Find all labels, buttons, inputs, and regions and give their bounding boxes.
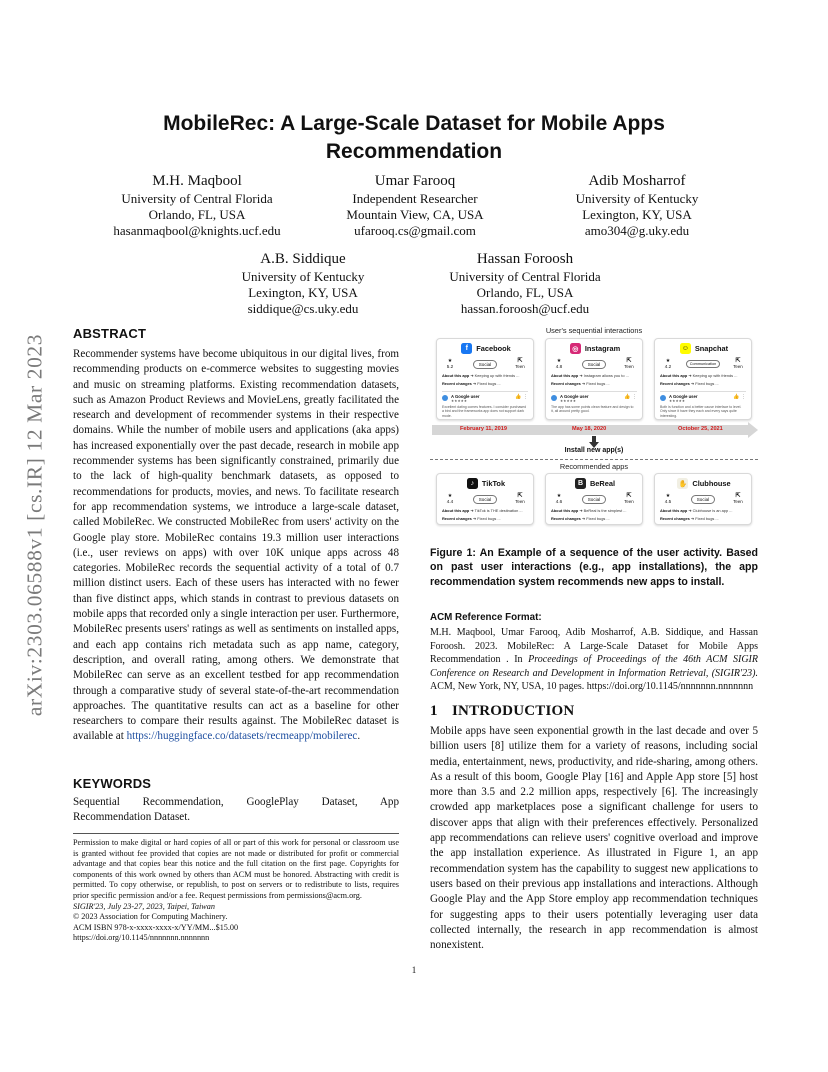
teen-badge: ⇱ Teen (733, 493, 743, 504)
facebook-icon: f (461, 343, 472, 354)
teen-badge: ⇱ Teen (515, 493, 525, 504)
author-affiliation: University of Central Florida (449, 269, 601, 284)
app-card-clubhouse: ✋ Clubhouse ★ 4.5 Social ⇱ Teen About this app ➜ Clubhouse is an app ... Recent changes ➜ Fixed bugs ... (654, 473, 752, 525)
author-block (420, 250, 630, 317)
author-location: Orlando, FL, USA (148, 207, 246, 222)
avatar (660, 395, 666, 401)
figure-divider (430, 459, 758, 460)
clubhouse-icon: ✋ (677, 478, 688, 489)
introduction-text: Mobile apps have seen exponential growth in the last decade and over 5 billion users [8] utilize them for a variety of reasons, including social media, entertainment, news, productivity, and ride-sharing, among others. As a result of this boom, Google Play [16] and Apple App store [5] host more than 3.5 and 2.2 million apps, respectively [6]. The increasingly crowded app marketplaces pose a significant challenge for users to discover apps that align with their preferences effectively. Personalized app recommendations can relieve users' cognitive overload and improve the app installation experience. As illustrated in Figure 1, an app recommendation system has the capability to suggest new applications to users based on their previous app installations and interactions. Although Google Play and the App Store employ app recommendation techniques for suggesting apps to their users potentially leveraging user data collected internally, the research in app recommendation is almost nonexistent. (430, 725, 758, 952)
changes-line: Recent changes ➜ Fixed bugs ... (551, 516, 610, 521)
author-affiliation: University of Central Florida (121, 191, 273, 206)
teen-badge: ⇱ Teen (624, 493, 634, 504)
figure-caption: Figure 1: An Example of a sequence of the user activity. Based on past user interactions (e.g., app installations), the app recommendation system recommends new apps to install. (430, 547, 758, 588)
author-location: Lexington, KY, USA (582, 207, 692, 222)
author-block (92, 172, 302, 239)
rating-badge: ★ 4.8 (555, 358, 563, 369)
copyright-line: © 2023 Association for Computing Machinery. (73, 912, 228, 922)
install-label: Install new app(s) (564, 447, 624, 454)
app-card-bereal: B BeReal ★ 4.6 Social ⇱ Teen About this app ➜ BeReal is the simplest ... Recent changes ➜ Fixed bugs ... (545, 473, 643, 525)
author-name: M.H. Maqbool (152, 173, 242, 189)
author-name: Hassan Foroosh (476, 251, 574, 267)
author-email: amo304@g.uky.edu (584, 223, 690, 238)
timeline-arrow (430, 425, 758, 435)
conference-line: SIGIR'23, July 23-27, 2023, Taipei, Taiwan (73, 901, 215, 911)
author-email: hassan.foroosh@ucf.edu (460, 301, 590, 316)
rating-badge: ★ 4.5 (664, 493, 672, 504)
rating-badge: ★ 5.2 (446, 358, 454, 369)
author-location: Lexington, KY, USA (248, 285, 358, 300)
paper-title: MobileRec: A Large-Scale Dataset for Mobile Apps Recommendation (163, 112, 665, 163)
figure-top-label: User's sequential interactions (545, 326, 643, 335)
author-name: A.B. Siddique (260, 251, 346, 267)
category-pill: Social (691, 495, 716, 504)
teen-badge: ⇱ Teen (733, 358, 743, 369)
author-location: Orlando, FL, USA (476, 285, 574, 300)
about-line: About this app ➜ Clubhouse is an app ... (660, 508, 733, 513)
about-line: About this app ➜ Instagram allows you to ... (551, 373, 629, 378)
category-pill: Communication (686, 360, 720, 368)
changes-line: Recent changes ➜ Fixed bugs ... (660, 516, 719, 521)
footnote-rule (73, 833, 399, 834)
review: A Google user ★★★★★ 👍 ⋮ The app has some points clean feature and design to it, all around pretty good. (551, 391, 637, 417)
about-line: About this app ➜ Keeping up with friends ... (442, 373, 520, 378)
author-block (310, 172, 520, 239)
author-name: Umar Farooq (374, 173, 456, 189)
author-block (198, 250, 408, 317)
author-name: Adib Mosharrof (588, 173, 686, 189)
timeline-date: May 18, 2020 (572, 426, 607, 432)
permission-notice: Permission to make digital or hard copies of all or part of this work for personal or classroom use is granted without fee provided that copies are not made or distributed for profit or commercial advantage and that copies bear this notice and the full citation on the first page. Copyrights for components of this work owned by others than ACM must be honored. Abstracting with credit is permitted. To copy otherwise, or republish, to post on servers or to redistribute to lists, requires prior specific permission and/or a fee. Request permissions from permissions@acm.org. SIGIR'23, July 23-27, 2023, Taipei, Taiwan © 2023 Association for Computing Machinery. ACM ISBN 978-x-xxxx-xxxx-x/YY/MM...$15.00 https://doi.org/10.1145/nnnnnnn.nnnnnnn (73, 838, 399, 943)
author-location: Mountain View, CA, USA (346, 207, 484, 222)
more-icon: 👍 ⋮ (733, 394, 746, 400)
review: A Google user ★★★★★ 👍 ⋮ Both is function and a better cause interface to level. Only since it have they each and every says quite interesting. (660, 391, 746, 417)
keywords-text: Sequential Recommendation, GooglePlay Dataset, App Recommendation Dataset. (73, 796, 399, 824)
app-card-facebook: f Facebook ★ 5.2 Social ⇱ Teen About this app ➜ Keeping up with friends ... Recent changes ➜ Fixed bugs ... A Google user ★★★★★ 👍 ⋮ Excellent dating comes features. I consider purchased a bird and the frameworks app does not support dark mode. (436, 338, 534, 420)
category-pill: Social (582, 495, 607, 504)
instagram-icon: ◎ (570, 343, 581, 354)
page-number: 1 (411, 965, 417, 975)
star-rating-icon: ★★★★★ (451, 399, 468, 403)
author-email: siddique@cs.uky.edu (247, 301, 359, 316)
arxiv-stamp: arXiv:2303.06588v1 [cs.IR] 12 Mar 2023 (22, 333, 47, 716)
app-card-tiktok: ♪ TikTok ★ 4.4 Social ⇱ Teen About this app ➜ TikTok is THE destination ... Recent changes ➜ Fixed bugs ... (436, 473, 534, 525)
app-card-instagram: ◎ Instagram ★ 4.8 Social ⇱ Teen About this app ➜ Instagram allows you to ... Recent changes ➜ Fixed bugs ... A Google user ★★★★★ 👍 ⋮ The app has some points clean feature and design to it, all around pretty good. (545, 338, 643, 420)
category-pill: Social (473, 360, 498, 369)
rating-badge: ★ 4.2 (664, 358, 672, 369)
rating-badge: ★ 4.6 (555, 493, 563, 504)
changes-line: Recent changes ➜ Fixed bugs ... (442, 381, 501, 386)
author-email: ufarooq.cs@gmail.com (354, 223, 476, 238)
timeline-date: October 25, 2021 (678, 426, 723, 432)
author-block (532, 172, 742, 239)
dataset-link[interactable]: https://huggingface.co/datasets/recmeapp/mobilerec (126, 730, 358, 743)
author-email: hasanmaqbool@knights.ucf.edu (113, 223, 281, 238)
more-icon: 👍 ⋮ (624, 394, 637, 400)
figure-1 (430, 322, 758, 532)
changes-line: Recent changes ➜ Fixed bugs ... (442, 516, 501, 521)
introduction-heading: 1 INTRODUCTION (430, 703, 575, 719)
tiktok-icon: ♪ (467, 478, 478, 489)
review: A Google user ★★★★★ 👍 ⋮ Excellent dating comes features. I consider purchased a bird and the frameworks app does not support dark mode. (442, 391, 528, 417)
keywords-heading: KEYWORDS (73, 776, 152, 791)
avatar (551, 395, 557, 401)
about-line: About this app ➜ BeReal is the simplest ... (551, 508, 627, 513)
teen-badge: ⇱ Teen (624, 358, 634, 369)
star-rating-icon: ★★★★★ (669, 399, 686, 403)
doi-line: https://doi.org/10.1145/nnnnnnn.nnnnnnn (73, 933, 210, 943)
rating-badge: ★ 4.4 (446, 493, 454, 504)
snapchat-icon: ☺ (681, 345, 689, 352)
timeline-date: February 11, 2019 (460, 426, 507, 432)
about-line: About this app ➜ TikTok is THE destination ... (442, 508, 523, 513)
author-affiliation: Independent Researcher (352, 191, 478, 206)
app-card-snapchat: ☺ Snapchat ★ 4.2 Communication ⇱ Teen About this app ➜ Keeping up with friends ... Recent changes ➜ Fixed bugs ... A Google user ★★★★★ 👍 ⋮ Both is function and a better cause interface to level. Only since it have they each and every says quite interesting. (654, 338, 752, 420)
author-affiliation: University of Kentucky (241, 269, 365, 284)
recommended-label: Recommended apps (559, 462, 629, 471)
more-icon: 👍 ⋮ (515, 394, 528, 400)
category-pill: Social (582, 360, 607, 369)
avatar (442, 395, 448, 401)
star-rating-icon: ★★★★★ (560, 399, 577, 403)
acm-reference-text: M.H. Maqbool, Umar Farooq, Adib Mosharrof, A.B. Siddique, and Hassan Foroosh. 2023. MobileRec: A Large-Scale Dataset for Mobile Apps Recommendation . In Proceedings of Proceedings of the 46th ACM SIGIR Conference on Research and Development in Information Retrieval, (SIGIR'23). ACM, New York, NY, USA, 10 pages. https://doi.org/10.1145/nnnnnnn.nnnnnnn (430, 627, 758, 693)
changes-line: Recent changes ➜ Fixed bugs ... (551, 381, 610, 386)
changes-line: Recent changes ➜ Fixed bugs ... (660, 381, 719, 386)
abstract-heading: ABSTRACT (73, 326, 147, 341)
bereal-icon: B (575, 478, 586, 489)
author-affiliation: University of Kentucky (575, 191, 699, 206)
about-line: About this app ➜ Keeping up with friends ... (660, 373, 738, 378)
abstract-text: Recommender systems have become ubiquitous in our digital lives, from recommending products on e-commerce websites to suggesting movies and music on streaming platforms. Existing recommendation datasets, such as Amazon Product Reviews and MovieLens, greatly facilitated the research and development of recommender systems in their respective domains. While the number of mobile users and applications (aka apps) has increased exponentially over the past decade, research in mobile app recommender systems has been significantly constrained, primarily due to the lack of high-quality benchmark datasets, as opposed to recommendations for products, movies, and news. To facilitate research for app recommendation systems, we introduce a large-scale dataset, called MobileRec. We constructed MobileRec from users' activity on the Google play store. MobileRec contains 19.3 million user interactions (i.e., user reviews on apps) with over 10K unique apps across 48 categories. MobileRec records the sequential activity of a total of 0.7 million distinct users. Each of these users has interacted with no fewer than five distinct apps, which stands in contrast to previous datasets on mobile apps that recorded only a single interaction per user. Furthermore, MobileRec presents users' ratings as well as sentiments on installed apps, and each app contains rich metadata such as app name, category, description, and overall rating, among others. We demonstrate that MobileRec can serve as an excellent testbed for app recommendation through a comparative study of several state-of-the-art recommendation approaches. The quantitative results can act as a baseline for other researchers to compare their results against. The MobileRec dataset is available at https://huggingface.co/datasets/recmeapp/mobilerec. (73, 348, 399, 743)
isbn-line: ACM ISBN 978-x-xxxx-xxxx-x/YY/MM...$15.00 (73, 922, 239, 932)
category-pill: Social (473, 495, 498, 504)
acm-reference-heading: ACM Reference Format: (430, 612, 542, 623)
teen-badge: ⇱ Teen (515, 358, 525, 369)
